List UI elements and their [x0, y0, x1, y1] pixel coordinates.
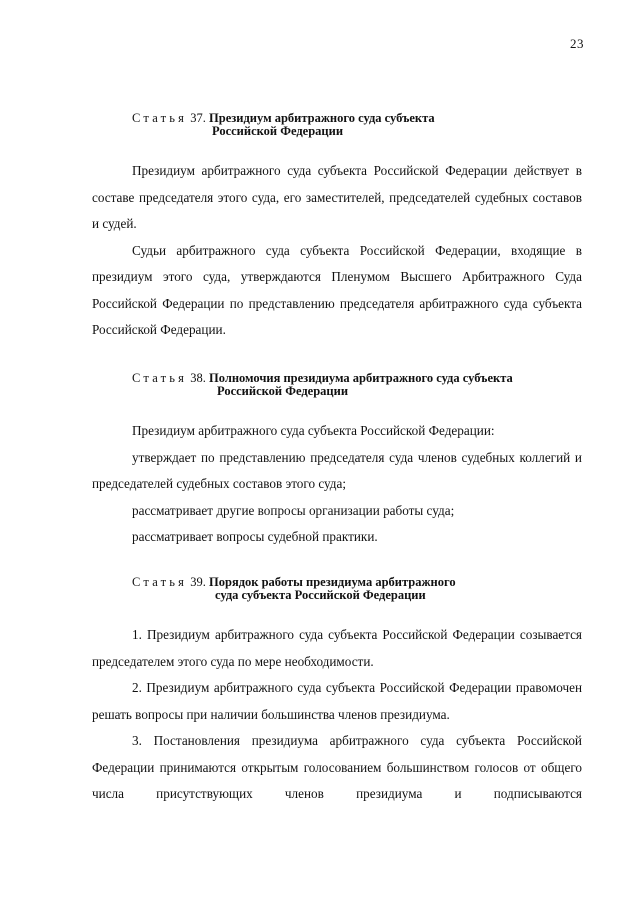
article-paragraph: рассматривает другие вопросы организации работы суда;: [132, 502, 455, 518]
article-paragraph: утверждает по представлению председателя суда членов судебных коллегий и председателей судебных составов этого суда;: [92, 449, 582, 491]
article-39: [92, 576, 582, 808]
article-title-line2: Российской Федерации: [217, 384, 349, 398]
article-paragraph: 3. Постановления президиума арбитражного суда субъекта Российской Федерации принимаются открытым голосованием большинством голосов от общего числа присутствующих членов президиума и подписываются: [92, 733, 582, 801]
article-title-line2: суда субъекта Российской Федерации: [215, 588, 426, 602]
article-paragraph: Судьи арбитражного суда субъекта Российской Федерации, входящие в президиум этого суда, утверждаются Пленумом Высшего Арбитражного Суда Российской Федерации по представлению председателя арбитражного суда субъекта Российской Федерации.: [92, 242, 582, 337]
article-heading: [132, 372, 582, 398]
article-number: 37.: [190, 111, 206, 125]
article-paragraph: 1. Президиум арбитражного суда субъекта Российской Федерации созывается председателем этого суда по мере необходимости.: [92, 627, 582, 669]
article-title-line1: Полномочия президиума арбитражного суда субъекта: [209, 371, 513, 385]
article-paragraph: 2. Президиум арбитражного суда субъекта Российской Федерации правомочен решать вопросы при наличии большинства членов президиума.: [92, 680, 582, 722]
article-number: 39.: [190, 575, 206, 589]
article-38: [92, 372, 582, 551]
article-word: Статья: [132, 111, 188, 125]
article-title-line1: Президиум арбитражного суда субъекта: [209, 111, 435, 125]
article-paragraph: рассматривает вопросы судебной практики.: [132, 529, 378, 544]
article-word: Статья: [132, 575, 188, 589]
article-title-line1: Порядок работы президиума арбитражного: [209, 575, 456, 589]
article-paragraph: Президиум арбитражного суда субъекта Российской Федерации:: [132, 423, 495, 438]
article-heading: [132, 576, 582, 602]
article-37: [92, 112, 582, 344]
article-title-line2: Российской Федерации: [212, 124, 344, 138]
article-heading: [132, 112, 582, 138]
article-paragraph: Президиум арбитражного суда субъекта Российской Федерации действует в составе председателя этого суда, его заместителей, председателей судебных составов и судей.: [92, 163, 582, 231]
page-number: 23: [570, 36, 584, 51]
article-word: Статья: [132, 371, 188, 385]
article-number: 38.: [190, 371, 206, 385]
